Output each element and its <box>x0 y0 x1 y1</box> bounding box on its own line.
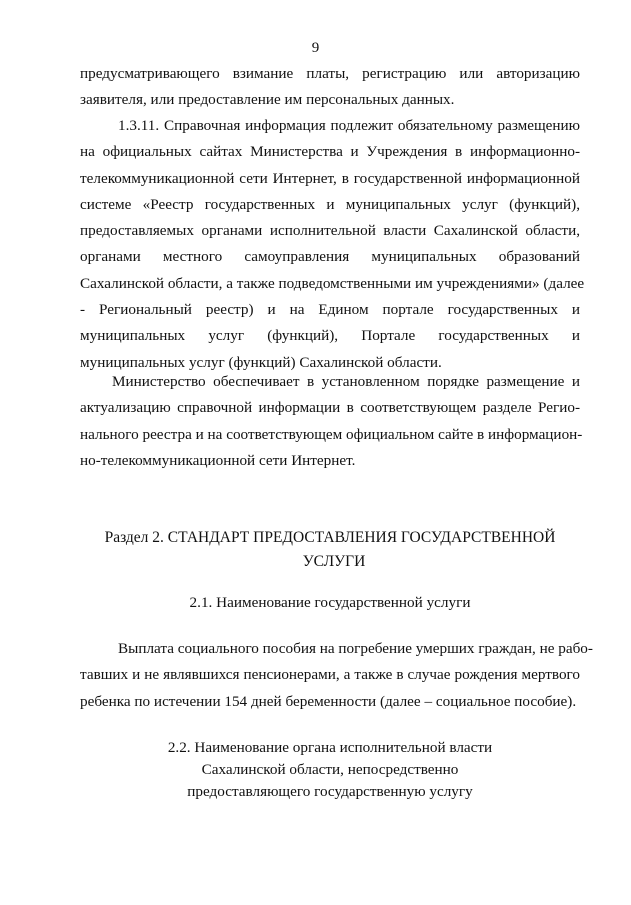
paragraph-1-3-11 <box>80 113 585 376</box>
text-line: предоставляемых органами исполнительной власти Сахалинской области, <box>80 222 580 240</box>
subsection-heading-2-1 <box>80 593 580 613</box>
section-title-line: УСЛУГИ <box>302 553 366 570</box>
text-line: актуализацию справочной информации в соответствующем разделе Регио- <box>80 399 580 417</box>
text-line: на официальных сайтах Министерства и Учреждения в информационно- <box>80 143 580 161</box>
text-line: системе «Реестр государственных и муниципальных услуг (функций), <box>80 195 580 213</box>
text-line: органами местного самоуправления муниципальных образований <box>80 248 580 266</box>
text-line: тавших и не являвшихся пенсионерами, а также в случае рождения мертвого <box>80 666 580 684</box>
text-line: - Региональный реестр) и на Едином портале государственных и <box>80 301 580 319</box>
text-line: муниципальных услуг (функций) Сахалинской области. <box>80 353 442 371</box>
subsection-title-line: предоставляющего государственную услугу <box>187 783 473 800</box>
text-line: муниципальных услуг (функций), Портале государственных и <box>80 327 580 345</box>
text-line: заявителя, или предоставление им персональных данных. <box>80 91 455 109</box>
text-line: Выплата социального пособия на погребение умерших граждан, не рабо- <box>118 640 593 657</box>
text-line: нального реестра и на соответствующем официальном сайте в информацион- <box>80 425 583 443</box>
subsection-title-line: 2.2. Наименование органа исполнительной власти <box>167 739 493 756</box>
text-line: Сахалинской области, а также подведомственными им учреждениями» (далее <box>80 274 585 292</box>
text-line: предусматривающего взимание платы, регистрацию или авторизацию <box>80 65 580 82</box>
subsection-title: 2.1. Наименование государственной услуги <box>189 594 471 611</box>
paragraph-service-name <box>80 636 593 715</box>
text-line: но-телекоммуникационной сети Интернет. <box>80 451 356 469</box>
subsection-title-line: Сахалинской области, непосредственно <box>201 761 459 778</box>
subsection-heading-2-2 <box>80 737 580 803</box>
section-title-line: Раздел 2. СТАНДАРТ ПРЕДОСТАВЛЕНИЯ ГОСУДАРСТВЕННОЙ <box>104 529 556 546</box>
text-line: 1.3.11. Справочная информация подлежит обязательному размещению <box>118 117 580 134</box>
text-line: телекоммуникационной сети Интернет, в государственной информационной <box>80 169 580 187</box>
paragraph-continuation <box>80 61 580 114</box>
paragraph-ministry <box>80 369 583 474</box>
text-line: Министерство обеспечивает в установленном порядке размещение и <box>112 373 580 390</box>
text-line: ребенка по истечении 154 дней беременности (далее – социальное пособие). <box>80 692 577 710</box>
section-title <box>80 526 580 574</box>
page-number: 9 <box>311 40 320 56</box>
